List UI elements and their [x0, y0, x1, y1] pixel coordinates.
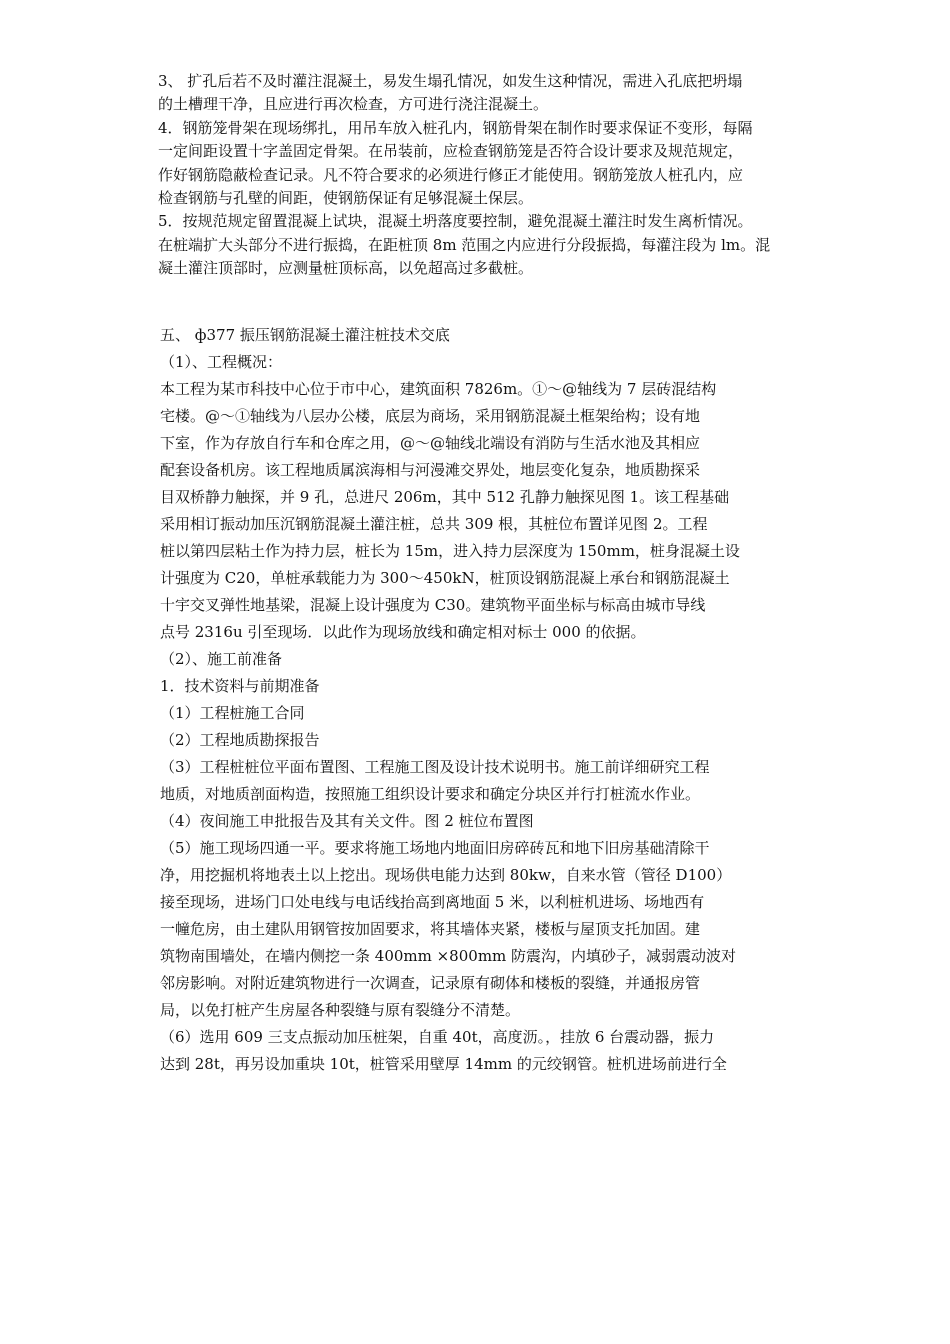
text-line: 本工程为某市科技中心位于市中心，建筑面积 7826m。①～@轴线为 7 层砖混结构	[160, 380, 717, 398]
text-line: 配套设备机房。该工程地质属滨海相与河漫滩交界处，地层变化复杂，地质勘探采	[160, 461, 701, 479]
text-line: 桩以第四层粘土作为持力层，桩长为 15m，进入持力层深度为 150mm，桩身混凝土设	[160, 542, 740, 560]
text-line: 的土槽理干净，且应进行再次检查，方可进行浇注混凝土。	[158, 95, 549, 114]
text-line: 检查钢筋与孔壁的间距，使钢筋保证有足够混凝土保层。	[158, 189, 534, 208]
text-line: 一幢危房，由土建队用钢管按加固要求，将其墙体夹紧，楼板与屋顶支托加固。建	[160, 920, 701, 938]
text-line: 点号 2316u 引至现场．以此作为现场放线和确定相对标士 000 的依据。	[160, 623, 646, 641]
section-five-text	[160, 322, 820, 1078]
subsection-heading: （2）、施工前准备	[160, 650, 283, 668]
list-item: （1）工程桩施工合同	[160, 704, 305, 722]
text-line: 宅楼。@～①轴线为八层办公楼，底层为商场，采用钢筋混凝土框架绐构；设有地	[160, 407, 701, 425]
text-line: 作好钢筋隐蔽检查记录。凡不符合要求的必须进行修正才能使用。钢筋笼放人桩孔内，应	[158, 165, 744, 184]
text-line: 在桩端扩大头部分不进行振捣，在距桩顶 8m 范围之内应进行分段振捣，每灌注段为 lm。混	[158, 235, 771, 254]
text-line: 5．按规范规定留置混凝上试块，混凝土坍落度要控制，避免混凝土灌注时发生离析情况。	[158, 212, 753, 231]
text-line: 1．技术资料与前期准备	[160, 677, 320, 695]
list-item: （3）工程桩桩位平面布置图、工程施工图及设计技术说明书。施工前详细研究工程	[160, 758, 710, 776]
list-item: （4）夜间施工申批报告及其有关文件。图 2 桩位布置图	[160, 812, 534, 830]
text-line: 地质，对地质剖面构造，按照施工组织设计要求和确定分块区并行打桩流水作业。	[160, 785, 701, 803]
text-line: 下室，作为存放自行车和仓库之用，@～@轴线北端设有消防与生活水池及其相应	[160, 434, 701, 452]
section-heading: 五、 ф377 振压钢筋混凝土灌注桩技术交底	[160, 326, 450, 344]
text-line: 3、 扩孔后若不及时灌注混凝土，易发生塌孔情况，如发生这种情况，需进入孔底把坍塌	[158, 72, 743, 90]
text-line: 十宇交叉弹性地基梁，混凝上设计强度为 C30。建筑物平面坐标与标高由城市导线	[160, 596, 706, 614]
text-line: 4．钢筋笼骨架在现场绑扎，用吊车放入桩孔内，钢筋骨架在制作时要求保证不变形，每隔	[158, 118, 753, 137]
list-item: （2）工程地质勘探报告	[160, 731, 320, 749]
list-item: （6）选用 609 三支点振动加压桩架，自重 40t，高度沥。，挂放 6 台震动器，振力	[160, 1028, 715, 1046]
text-line: 凝土灌注顶部时，应测量桩顶标高，以免超高过多截桩。	[158, 259, 534, 278]
text-line: 接至现场，进场门口处电线与电话线抬高到离地面 5 米，以利桩机进场、场地西有	[160, 893, 705, 911]
text-line: 达到 28t，再另设加重块 10t，桩管采用壁厚 14mm 的元绞钢管。桩机进场前进行全	[160, 1055, 727, 1073]
text-line: 筑物南围墙处，在墙内侧挖一条 400mm ×800mm 防震沟，内填砂子，减弱震动波对	[160, 947, 737, 965]
list-item: （5）施工现场四通一平。要求将施工场地内地面旧房碎砖瓦和地下旧房基础清除干	[160, 839, 710, 857]
text-line: 局，以免打桩产生房屋各种裂缝与原有裂缝分不清楚。	[160, 1001, 521, 1019]
text-line: 采用相订振动加压沉钢筋混凝土灌注桩，总共 309 根，其桩位布置详见图 2。工程	[160, 515, 708, 533]
text-line: 一定间距设置十字盖固定骨架。在吊装前，应检查钢筋笼是否符合设计要求及规范规定，	[158, 142, 744, 161]
text-line: 目双桥静力触探，并 9 孔，总进尺 206m，其中 512 孔静力触探见图 1。该工程基础	[160, 488, 730, 506]
text-line: 计强度为 C20，单桩承载能力为 300～450kN，桩顶设钢筋混凝上承台和钢筋混凝土	[160, 569, 730, 587]
subsection-heading: （1）、工程概况：	[160, 353, 283, 371]
text-line: 净，用挖掘机将地表土以上挖出。现场供电能力达到 80kw，自来水管（管径 D100）	[160, 866, 732, 884]
previous-section-text	[158, 70, 868, 281]
text-line: 邻房影响。对附近建筑物进行一次调查，记录原有砌体和楼板的裂缝，并通报房管	[160, 974, 701, 992]
